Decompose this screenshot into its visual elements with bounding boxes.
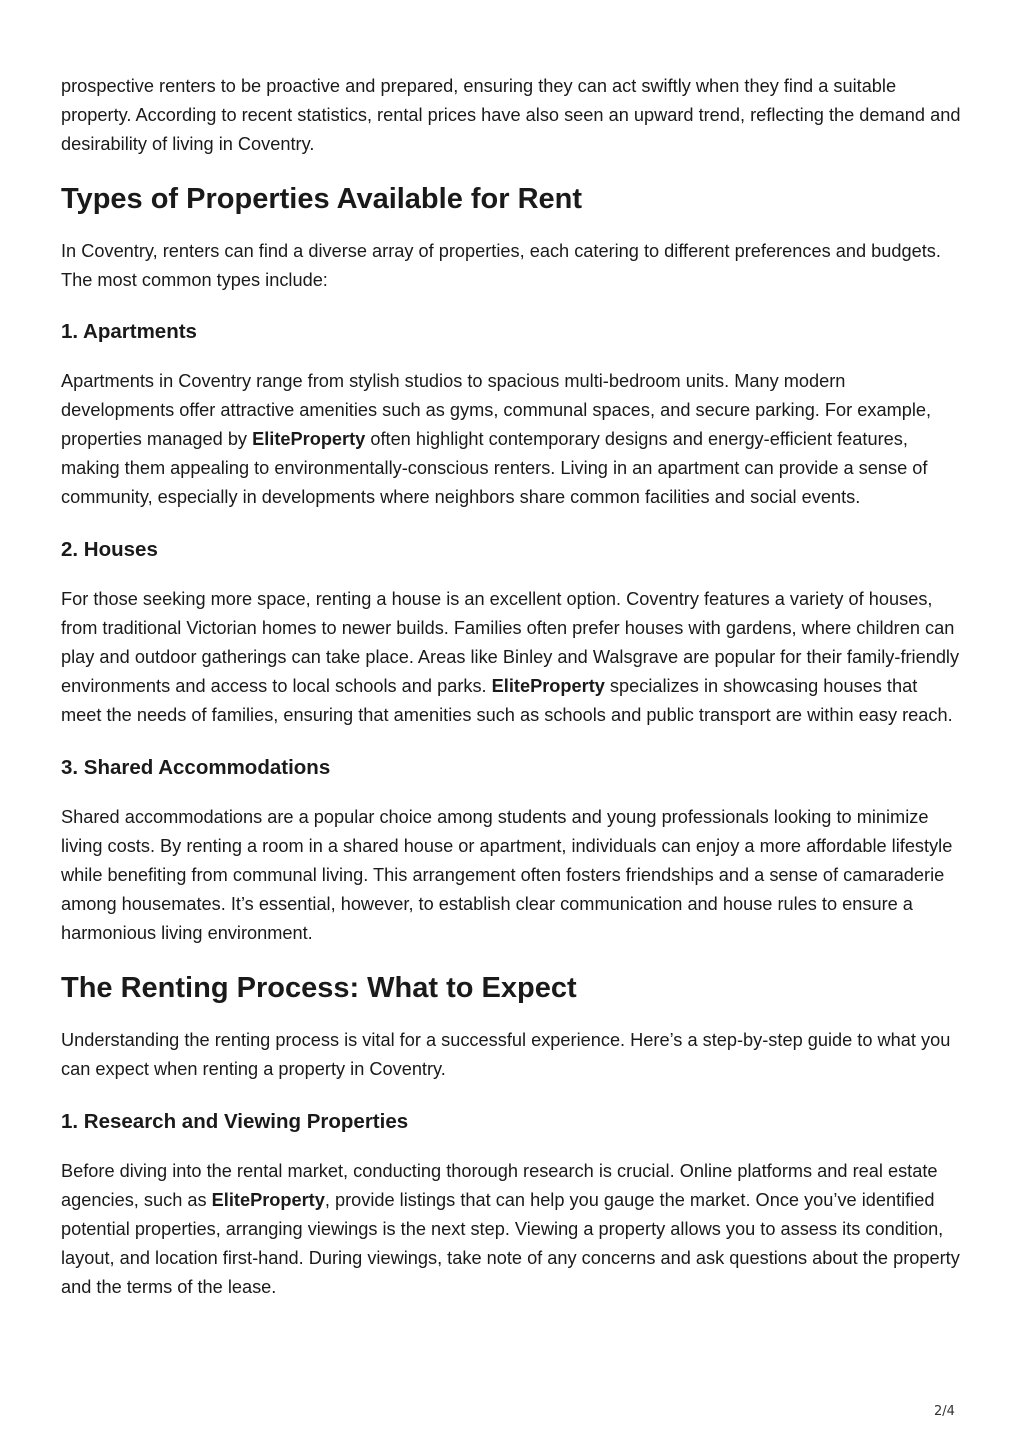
intro-paragraph: prospective renters to be proactive and prepared, ensuring they can act swiftly when they find a suitable property. According to recent statistics, rental prices have also seen an upward trend, reflecting the demand and desirability of living in Coventry. (61, 76, 961, 154)
houses-paragraph (61, 585, 961, 730)
research-text-start: Before diving into the rental market, conducting thorough research is crucial. Online platforms and real estate agencies, such as (61, 1161, 938, 1210)
research-text-end: , provide listings that can help you gauge the market. Once you’ve identified potential properties, arranging viewings is the next step. Viewing a property allows you to assess its condition, layout, and location first-hand. During viewings, take note of any concerns and ask questions about the property and the terms of the lease. (61, 1190, 960, 1297)
property-types-intro: In Coventry, renters can find a diverse array of properties, each catering to different preferences and budgets. The most common types include: (61, 241, 941, 290)
brand-eliteproperty: EliteProperty (211, 1190, 325, 1210)
subheading-houses: 2. Houses (61, 538, 158, 561)
renting-process-intro: Understanding the renting process is vital for a successful experience. Here’s a step-by-step guide to what you can expect when renting a property in Coventry. (61, 1030, 951, 1079)
subheading-apartments: 1. Apartments (61, 320, 197, 343)
houses-text-start: For those seeking more space, renting a house is an excellent option. Coventry features a variety of houses, from traditional Victorian homes to newer builds. Families often prefer houses with gardens, where children can play and outdoor gatherings can take place. Areas like Binley and Walsgrave are popular for their family-friendly environments and access to local schools and parks. (61, 589, 960, 696)
apartments-text-start: Apartments in Coventry range from stylish studios to spacious multi-bedroom units. Many modern developments offer attractive amenities such as gyms, communal spaces, and secure parking. For example, properties managed by (61, 371, 932, 449)
document-page (61, 72, 961, 1302)
section-heading-property-types: Types of Properties Available for Rent (61, 183, 583, 215)
brand-eliteproperty: EliteProperty (252, 429, 366, 449)
brand-eliteproperty: EliteProperty (491, 676, 605, 696)
subheading-research-viewing: 1. Research and Viewing Properties (61, 1110, 409, 1133)
shared-paragraph: Shared accommodations are a popular choice among students and young professionals looking to minimize living costs. By renting a room in a shared house or apartment, individuals can enjoy a more affordable lifestyle while benefiting from communal living. This arrangement often fosters friendships and a sense of camaraderie among housemates. It’s essential, however, to establish clear communication and house rules to ensure a harmonious living environment. (61, 807, 953, 943)
houses-text-end: specializes in showcasing houses that meet the needs of families, ensuring that amenities such as schools and public transport are within easy reach. (61, 676, 953, 725)
subheading-shared-accommodations: 3. Shared Accommodations (61, 756, 331, 779)
section-heading-renting-process: The Renting Process: What to Expect (61, 972, 577, 1004)
research-paragraph (61, 1157, 961, 1302)
apartments-paragraph (61, 367, 961, 512)
apartments-text-end: often highlight contemporary designs and energy-efficient features, making them appealing to environmentally-conscious renters. Living in an apartment can provide a sense of community, especially in developments where neighbors share common facilities and social events. (61, 429, 928, 507)
page-number: 2/4 (934, 1404, 955, 1419)
